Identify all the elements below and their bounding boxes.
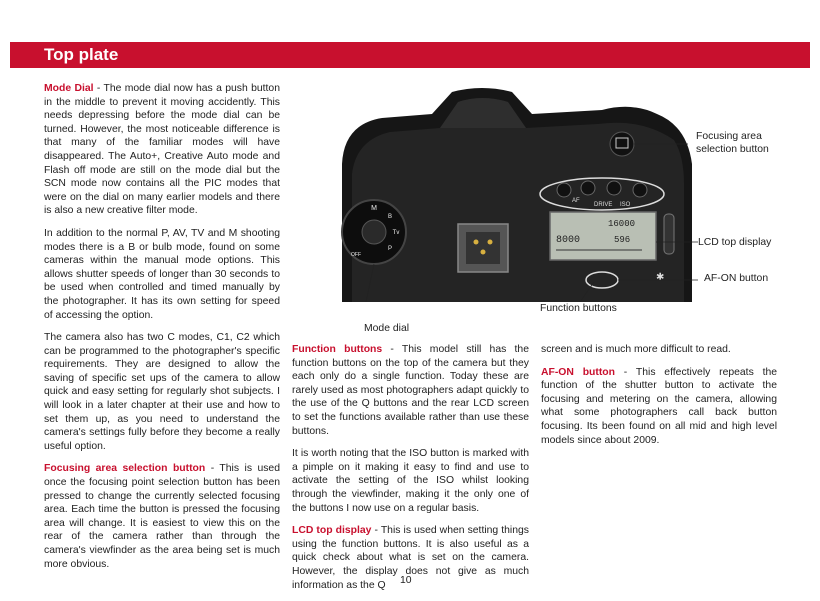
keyword-lcd-display: LCD top display [292, 525, 372, 537]
paragraph-focusing-area [44, 462, 280, 571]
paragraph-text: - This is used once the focusing point selection button has been pressed to change the currently selected focusing area. Each time the button is pressed the focusing area will change. It is easiest to view this on the rear of the camera rather than through the camera's viewfinder as the area being set is much more obvious. [44, 463, 280, 570]
button-label-iso: ISO [620, 202, 631, 208]
keyword-mode-dial: Mode Dial [44, 83, 94, 94]
keyword-focusing-area: Focusing area selection button [44, 463, 206, 475]
lcd-readout-iso: 16000 [608, 219, 636, 229]
keyword-afon: AF-ON button [541, 366, 616, 378]
button-label-drive: DRIVE [594, 202, 613, 208]
callout-mode-dial: Mode dial [364, 323, 410, 334]
column-2 [292, 343, 529, 601]
svg-text:B: B [387, 214, 393, 220]
paragraph-mode-dial [44, 82, 280, 218]
callout-focusing-area: Focusing area selection button [696, 131, 769, 155]
keyword-function-buttons: Function buttons [292, 344, 383, 355]
button-label-af: AF [572, 198, 580, 204]
paragraph-text: - The mode dial now has a push button in the middle to prevent it moving accidently. This needs depressing before the mode dial can be turned. However, the most noticeable difference is that many of the familiar modes will have disappeared. The Auto+, Creative Auto mode and Flash off mode are still on the mode dial but the SCN mode now contains all the PIC modes that were on the dial on many earlier models and there is also a new creative filter mode. [44, 83, 280, 217]
paragraph-bulb-mode: In addition to the normal P, AV, TV and M shooting modes there is a B or bulb mode, found on some cameras within the manual mode options. This allows shutter speeds of longer than 30 seconds to be used when controlled and timed manually by the photographer. It has its own setting for speed of accessing the option. [44, 227, 280, 321]
callout-afon: AF-ON button [704, 273, 769, 284]
paragraph-text: - This model still has the function buttons on the top of the camera but they each only do a single function. Today these are rarely used as most photographers adapt quickly to the use of the Q buttons and the rear LCD screen to set the functions available rather than use these buttons. [292, 344, 529, 437]
paragraph-text: - This effectively repeats the function of the shutter button to activate the focusing and metering on the camera, allowing what some photographers call back button focusing. Its been found on all mid and high level models since about 2009. [541, 366, 778, 446]
svg-text:✱: ✱ [656, 272, 665, 283]
svg-text:P: P [387, 246, 393, 252]
section-banner [10, 42, 810, 68]
column-3 [541, 343, 777, 456]
paragraph-c-modes: The camera also has two C modes, C1, C2 which can be programmed to the photographer's specific requirements. They are designed to allow the saving of specific set ups of the camera to allow quick and easy setting for regularly shot subjects. I will look in a later chapter at their use and how to set them up, as you need to understand the camera's settings fully before they become a really useful option. [44, 332, 280, 452]
lcd-readout-shutter: 8000 [556, 235, 581, 246]
paragraph-text: - This is used when setting things using the function buttons. It is also useful as a quick check about what is set on the camera. However, the display does not give as much information as the Q [292, 525, 529, 591]
paragraph-iso-note: It is worth noting that the ISO button is marked with a pimple on it making it easy to find and use to activate the setting of the ISO whilst looking through the viewfinder, making it the only one of the buttons I now use on a regular basis. [292, 448, 529, 514]
callout-lcd: LCD top display [698, 237, 772, 248]
svg-text:OFF: OFF [351, 252, 361, 258]
callout-function-buttons: Function buttons [540, 303, 617, 314]
svg-text:Tv: Tv [392, 230, 400, 236]
paragraph-function-buttons [292, 343, 529, 438]
lcd-readout-count: 596 [614, 235, 631, 245]
page-number: 10 [400, 575, 412, 586]
paragraph-afon [541, 366, 777, 448]
paragraph-continued: screen and is much more difficult to read. [541, 344, 731, 355]
section-title: Top plate [44, 45, 119, 64]
camera-top-plate-photo [312, 84, 700, 302]
svg-text:M: M [371, 205, 377, 212]
column-1 [44, 82, 280, 580]
